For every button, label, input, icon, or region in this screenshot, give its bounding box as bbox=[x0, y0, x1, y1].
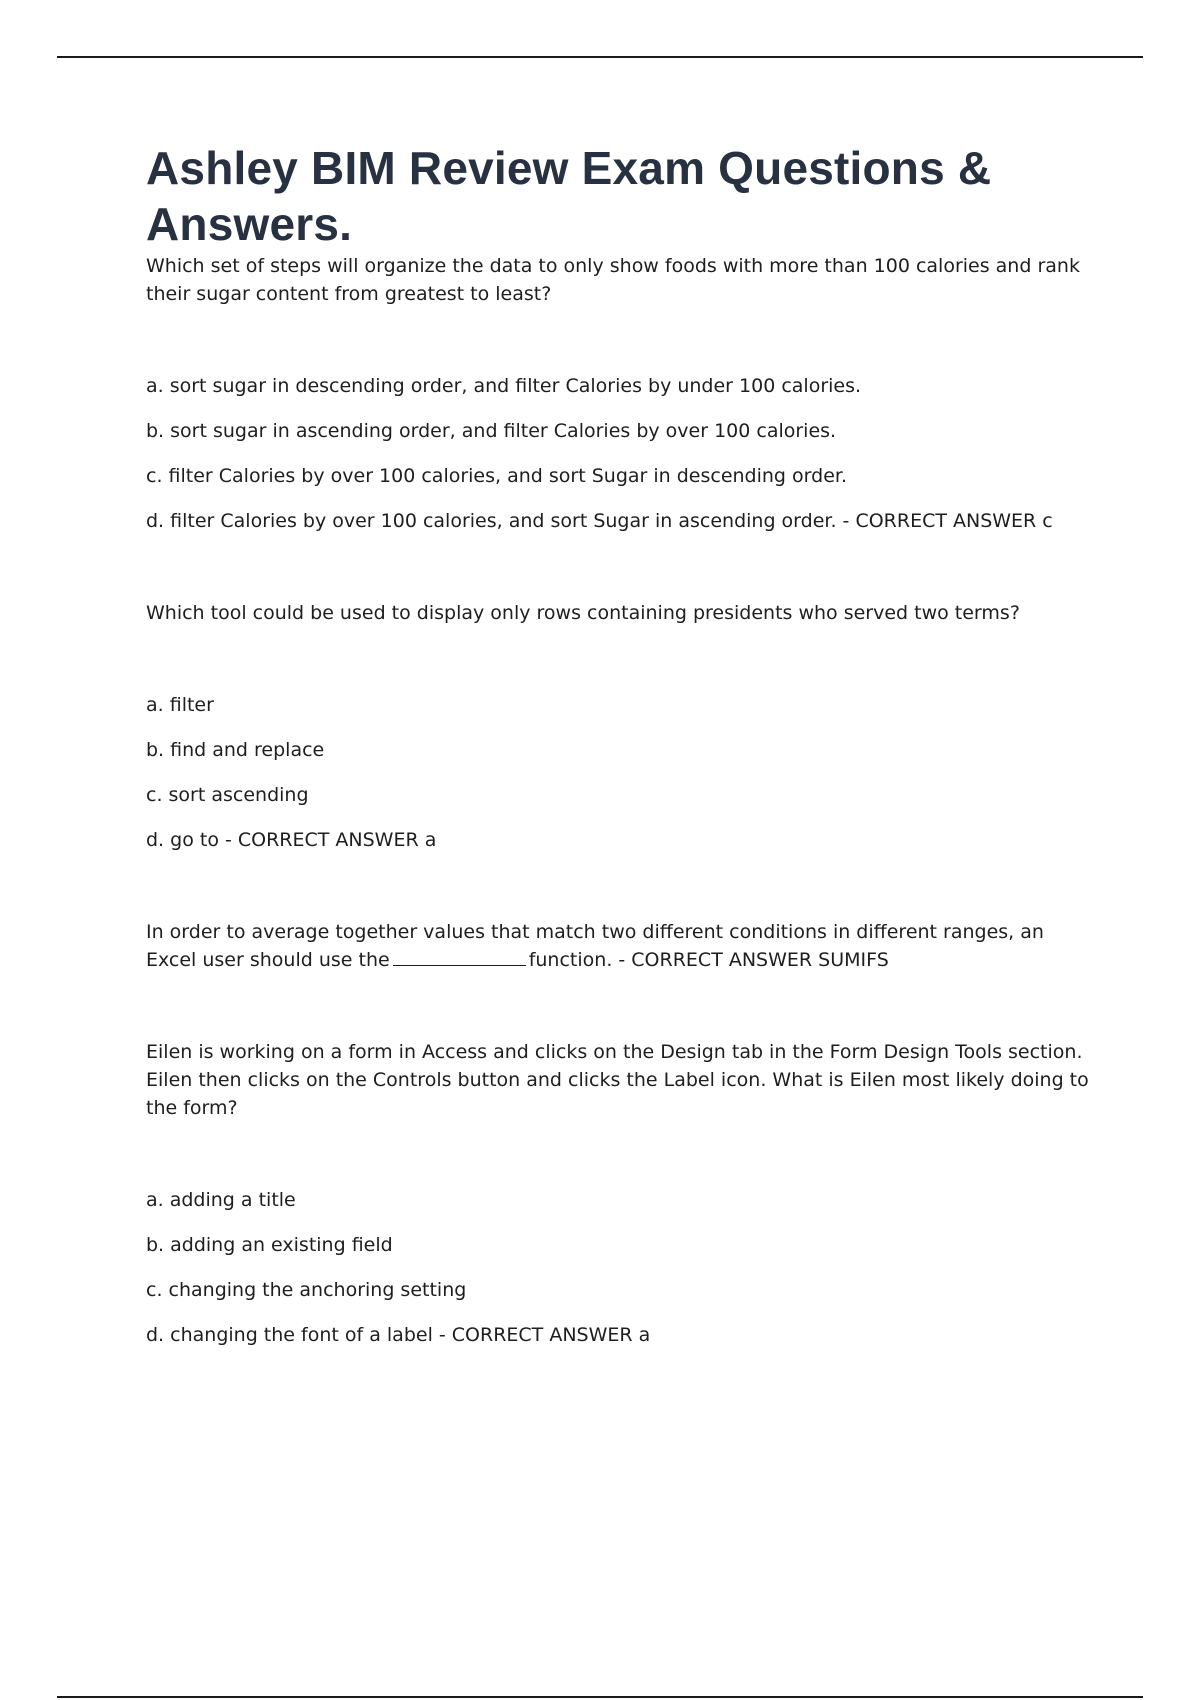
question-1-option-a: a. sort sugar in descending order, and filter Calories by under 100 calories. bbox=[146, 375, 862, 397]
question-1-prompt: Which set of steps will organize the data to only show foods with more than 100 calories and rank their sugar content from greatest to least? bbox=[146, 255, 1080, 305]
answer-blank bbox=[393, 947, 526, 966]
question-1-options bbox=[146, 372, 1096, 535]
question-4-option-a: a. adding a title bbox=[146, 1189, 296, 1211]
question-4-option-c: c. changing the anchoring setting bbox=[146, 1279, 467, 1301]
spacer bbox=[146, 627, 1096, 691]
question-1-option-c: c. filter Calories by over 100 calories, and sort Sugar in descending order. bbox=[146, 465, 847, 487]
question-2-option-d: d. go to - CORRECT ANSWER a bbox=[146, 829, 437, 851]
spacer bbox=[146, 974, 1096, 1038]
question-1-option-b: b. sort sugar in ascending order, and filter Calories by over 100 calories. bbox=[146, 420, 837, 442]
document-page bbox=[146, 140, 1096, 1349]
question-2-option-c: c. sort ascending bbox=[146, 784, 309, 806]
question-4-prompt: Eilen is working on a form in Access and clicks on the Design tab in the Form Design Tools section. Eilen then clicks on the Controls button and clicks the Label icon. What is Eilen most likely doing to the form? bbox=[146, 1041, 1089, 1119]
spacer bbox=[146, 308, 1096, 372]
question-3-prompt bbox=[146, 918, 1096, 974]
bottom-rule bbox=[57, 1696, 1143, 1698]
spacer bbox=[146, 535, 1096, 599]
question-2-prompt: Which tool could be used to display only rows containing presidents who served two terms? bbox=[146, 602, 1020, 624]
spacer bbox=[146, 1122, 1096, 1186]
question-2-option-b: b. find and replace bbox=[146, 739, 325, 761]
question-4-option-b: b. adding an existing field bbox=[146, 1234, 393, 1256]
question-2-option-a: a. filter bbox=[146, 694, 214, 716]
question-3-text-after-blank: function. - CORRECT ANSWER SUMIFS bbox=[528, 949, 889, 971]
top-rule bbox=[57, 56, 1143, 58]
question-1-option-d: d. filter Calories by over 100 calories, and sort Sugar in ascending order. - CORRECT ANSWER c bbox=[146, 510, 1053, 532]
spacer bbox=[146, 854, 1096, 918]
question-4-options bbox=[146, 1186, 1096, 1349]
question-2-options bbox=[146, 691, 1096, 854]
question-4-option-d: d. changing the font of a label - CORRECT ANSWER a bbox=[146, 1324, 651, 1346]
document-title: Ashley BIM Review Exam Questions & Answers. bbox=[146, 142, 992, 250]
question-3-text-before-blank: In order to average together values that match two different conditions in different ranges, an Excel user should use the bbox=[146, 921, 1044, 971]
